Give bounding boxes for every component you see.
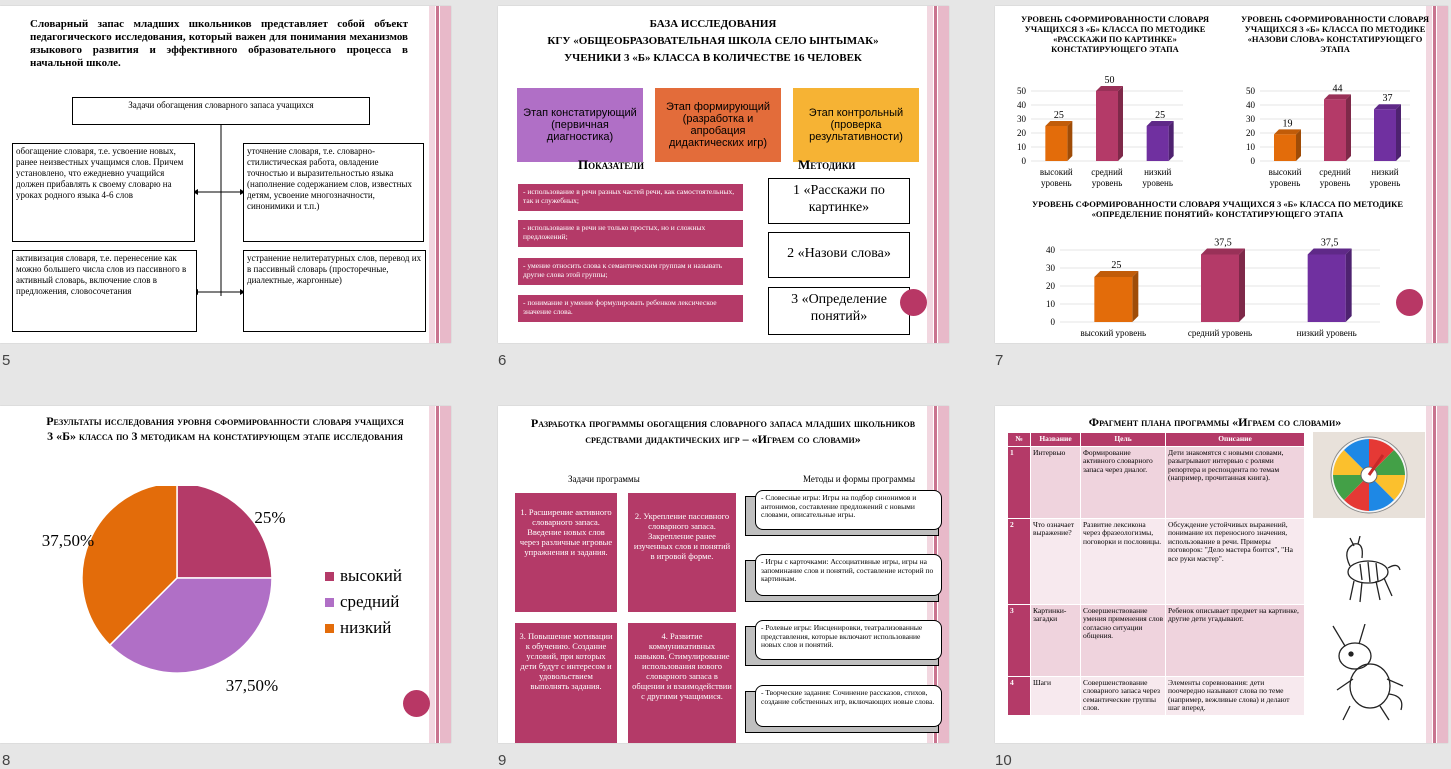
table-cell: Элементы соревнования: дети поочередно называют слова по теме (например, вежливые слова) и делают шаг вперед.: [1166, 676, 1305, 715]
legend-item: [325, 615, 402, 641]
slide-number-5: 5: [2, 352, 11, 369]
bar-chart-3: [1030, 234, 1410, 343]
bar-side: [1118, 86, 1123, 161]
legend-swatch: [325, 598, 334, 607]
slide-thumbnail-8[interactable]: [0, 406, 451, 743]
bar-side: [1346, 249, 1352, 323]
slide-thumbnail-6[interactable]: [498, 6, 949, 343]
y-tick-label: 0: [1021, 156, 1026, 166]
data-label: 19: [1282, 118, 1293, 130]
x-tick-label: уровень: [1142, 178, 1173, 188]
y-tick-label: 50: [1017, 86, 1026, 96]
slide-thumbnail-7[interactable]: [995, 6, 1448, 343]
slide6-indicator: - умение относить слова к семантическим группам и называть другие слова этой группы;: [518, 258, 743, 285]
legend-item: [325, 589, 402, 615]
bar: [1045, 126, 1067, 161]
bar: [1324, 99, 1346, 161]
table-header-row: [1008, 433, 1305, 447]
bar: [1374, 109, 1396, 161]
donkey-illustration: [1325, 624, 1410, 724]
slide6-stage-ascertaining: Этап констатирующий (первичная диагностика): [517, 88, 643, 162]
slide8-title: Результаты исследования уровня сформированности словаря учащихся 3 «Б» класса по 3 методикам на констатирующем этапе исследования: [46, 414, 404, 443]
slide6-method: 2 «Назови слова»: [768, 232, 910, 278]
x-tick-label: низкий уровень: [1296, 328, 1357, 338]
y-tick-label: 0: [1050, 317, 1055, 327]
pie-label: 37,50%: [225, 676, 279, 695]
table-cell: Формирование активного словарного запаса через диалог.: [1081, 446, 1166, 518]
y-tick-label: 30: [1246, 114, 1255, 124]
chart1-title: УРОВЕНЬ СФОРМИРОВАННОСТИ СЛОВАРЯ УЧАЩИХСЯ 3 «Б» КЛАССА ПО МЕТОДИКЕ «РАССКАЖИ ПО КАРТИНКЕ» КОНСТАТИРУЮЩЕГО ЭТАПА: [1020, 14, 1210, 54]
y-tick-label: 40: [1246, 100, 1255, 110]
legend-swatch: [325, 624, 334, 633]
slide-decor-stripe: [927, 6, 949, 343]
slide5-tasks-title: Задачи обогащения словарного запаса учащихся: [72, 97, 370, 125]
slide9-tasks-label: Задачи программы: [568, 474, 640, 484]
bar-side: [1346, 94, 1351, 161]
bar-top: [1308, 249, 1352, 255]
data-label: 25: [1053, 110, 1064, 121]
y-tick-label: 20: [1046, 281, 1055, 291]
bar-side: [1396, 104, 1401, 161]
slide6-indicator: - понимание и умение формулировать ребенком лексическое значение слова.: [518, 295, 743, 322]
table-cell: Обсуждение устойчивых выражений, понимание их переносного значения, использование в речи. Примеры поговорок: "Дело мастера боится", "На все руки мастер".: [1166, 518, 1305, 604]
x-tick-label: высокий уровень: [1080, 328, 1147, 338]
data-label: 37: [1382, 93, 1393, 105]
slide6-title-2: КГУ «ОБЩЕОБРАЗОВАТЕЛЬНАЯ ШКОЛА СЕЛО ЫНТЫМАК»: [547, 35, 879, 47]
bar: [1147, 126, 1169, 161]
table-row: [1008, 676, 1305, 715]
y-tick-label: 10: [1246, 142, 1255, 152]
table-row: [1008, 604, 1305, 676]
slide9-task: 3. Повышение мотивации к обучению. Создание условий, при которых дети будут с интересом и удовольствием выполнять задания.: [515, 623, 617, 743]
table-header-cell: Название: [1031, 433, 1081, 447]
y-tick-label: 40: [1017, 100, 1026, 110]
table-cell: 1: [1008, 446, 1031, 518]
table-cell: Интервью: [1031, 446, 1081, 518]
slide-decor-circle: [1396, 289, 1423, 316]
data-label: 37,5: [1214, 237, 1232, 249]
slide-decor-stripe: [429, 6, 451, 343]
slide-decor-circle: [403, 690, 430, 717]
table-cell: Ребенок описывает предмет на картинке, другие дети угадывают.: [1166, 604, 1305, 676]
table-cell: 2: [1008, 518, 1031, 604]
slide-thumbnail-9[interactable]: [498, 406, 949, 743]
y-tick-label: 30: [1046, 263, 1055, 273]
slide6-stage-forming: Этап формирующий (разработка и апробация дидактических игр): [655, 88, 781, 162]
game-wheel-image: [1313, 432, 1425, 518]
table-row: [1008, 446, 1305, 518]
slide9-task: 2. Укрепление пассивного словарного запаса. Закрепление ранее изученных слов и понятий в игровой форме.: [628, 493, 736, 612]
y-tick-label: 40: [1046, 245, 1055, 255]
legend-swatch: [325, 572, 334, 581]
y-tick-label: 30: [1017, 114, 1026, 124]
slide-thumbnail-10[interactable]: [995, 406, 1448, 743]
slide9-title: Разработка программы обогащения словарного запаса младших школьников средствами дидактических игр – «Играем со словами»: [530, 416, 916, 446]
slide6-methods-title: Методики: [798, 157, 856, 172]
slide-number-8: 8: [2, 752, 11, 769]
slide-decor-stripe: [1426, 406, 1448, 743]
table-row: [1008, 518, 1305, 604]
pie-label: 37,50%: [41, 531, 95, 550]
legend-label: средний: [340, 592, 400, 611]
y-tick-label: 50: [1246, 86, 1255, 96]
table-header-cell: Описание: [1166, 433, 1305, 447]
y-tick-label: 0: [1250, 156, 1255, 166]
slide10-title: Фрагмент плана программы «Играем со словами»: [1088, 415, 1342, 429]
slide5-box-clarification: уточнение словаря, т.е. словарно-стилистическая работа, овладение точностью и выразительностью языка (наполнение содержанием слов, известных детям, усвоение многозначности, синонимики и т.п.): [243, 143, 424, 242]
slide6-indicator: - использование в речи разных частей речи, как самостоятельных, так и служебных;: [518, 184, 743, 211]
legend-label: низкий: [340, 618, 392, 637]
table-header-cell: №: [1008, 433, 1031, 447]
data-label: 44: [1332, 83, 1343, 95]
bar-side: [1067, 121, 1072, 161]
slide6-method: 1 «Расскажи по картинке»: [768, 178, 910, 224]
x-tick-label: высокий: [1268, 167, 1302, 177]
slide6-method: 3 «Определение понятий»: [768, 287, 910, 335]
table-cell: 4: [1008, 676, 1031, 715]
x-tick-label: высокий: [1039, 167, 1073, 177]
slide-number-9: 9: [498, 752, 507, 769]
y-tick-label: 20: [1017, 128, 1026, 138]
slide-decor-stripe: [429, 406, 451, 743]
slide6-stage-control: Этап контрольный (проверка результативности): [793, 88, 919, 162]
slide6-title-3: УЧЕНИКИ 3 «Б» КЛАССА В КОЛИЧЕСТВЕ 16 ЧЕЛОВЕК: [564, 52, 862, 64]
data-label: 25: [1111, 260, 1122, 271]
slide5-box-enrichment: обогащение словаря, т.е. усвоение новых, ранее неизвестных учащимся слов. Причем установлено, что ежедневно учащийся должен прибавлять к своему словарю на уроках родного языка 4-6 слов: [12, 143, 195, 242]
y-tick-label: 10: [1046, 299, 1055, 309]
slide9-task: 1. Расширение активного словарного запаса. Введение новых слов через различные игровые упражнения и задания.: [515, 493, 617, 612]
x-tick-label: средний: [1091, 167, 1123, 177]
slide9-form: - Игры с карточками: Ассоциативные игры, игры на запоминание слов и понятий, составление историй по картинкам.: [745, 554, 945, 596]
bar-side: [1169, 121, 1174, 161]
slide-number-6: 6: [498, 352, 507, 369]
bar-chart-1: [1003, 66, 1218, 196]
slide-number-10: 10: [995, 752, 1012, 769]
bar-top: [1094, 271, 1138, 277]
bar: [1094, 277, 1132, 322]
x-tick-label: уровень: [1269, 178, 1301, 188]
bar-side: [1239, 249, 1245, 323]
data-label: 25: [1155, 110, 1166, 121]
slide9-form: - Словесные игры: Игры на подбор синонимов и антонимов, составление предложений с новыми словами, описательные игры.: [745, 490, 945, 530]
zebra-illustration: [1328, 536, 1403, 606]
slide6-indicator: - использование в речи не только простых, но и сложных предложений;: [518, 220, 743, 247]
x-tick-label: средний: [1319, 167, 1351, 177]
table-cell: Шаги: [1031, 676, 1081, 715]
slide6-title-1: БАЗА ИССЛЕДОВАНИЯ: [649, 18, 777, 30]
bar: [1274, 134, 1296, 161]
table-cell: Развитие лексикона через фразеологизмы, поговорки и пословицы.: [1081, 518, 1166, 604]
bar-side: [1132, 271, 1138, 322]
x-tick-label: уровень: [1091, 178, 1123, 188]
bar-top: [1201, 249, 1245, 255]
bar-chart-2: [1230, 66, 1430, 196]
bar: [1308, 255, 1346, 323]
table-cell: Картинки-загадки: [1031, 604, 1081, 676]
x-tick-label: уровень: [1369, 178, 1401, 188]
table-header-cell: Цель: [1081, 433, 1166, 447]
chart2-title: УРОВЕНЬ СФОРМИРОВАННОСТИ СЛОВАРЯ УЧАЩИХСЯ 3 «Б» КЛАССА ПО МЕТОДИКЕ «НАЗОВИ СЛОВА» КОНСТАТИРУЮЩЕГО ЭТАПА: [1240, 14, 1430, 54]
legend-item: [325, 563, 402, 589]
pie-label: 25%: [254, 508, 286, 527]
x-tick-label: уровень: [1319, 178, 1351, 188]
slide5-box-removal: устранение нелитературных слов, перевод их в пассивный словарь (просторечные, диалектные, жаргонные): [243, 250, 426, 332]
bar-side: [1296, 129, 1301, 161]
slide9-methods-label: Методы и формы программы: [803, 474, 916, 484]
slide9-form: - Творческие задания: Сочинение рассказов, стихов, создание собственных игр, включающих новые слова.: [745, 685, 945, 727]
slide5-box-activation: активизация словаря, т.е. перенесение как можно большего числа слов из пассивного в активный словарь, включение слов в предложения, словосочетания: [12, 250, 197, 332]
x-tick-label: низкий: [1371, 167, 1399, 177]
slide9-task: 4. Развитие коммуникативных навыков. Стимулирование использования нового словарного запаса в общении и взаимодействии с другими учащимися.: [628, 623, 736, 743]
data-label: 50: [1104, 75, 1115, 86]
slide-decor-circle: [900, 289, 927, 316]
legend-label: высокий: [340, 566, 402, 585]
slide5-intro: Словарный запас младших школьников представляет собой объект педагогического исследования, который важен для понимания механизмов языкового развития и эффективного образовательного процесса в начальной школе.: [30, 18, 408, 69]
pie-legend: [325, 563, 402, 641]
slide9-form: - Ролевые игры: Инсценировки, театрализованные представления, которые включают использование новых слов и понятий.: [745, 620, 945, 660]
data-label: 37,5: [1320, 237, 1339, 249]
plan-table: [1007, 432, 1305, 716]
pie-slice: [177, 486, 272, 578]
bar: [1201, 255, 1239, 323]
x-tick-label: уровень: [1041, 178, 1072, 188]
y-tick-label: 10: [1017, 142, 1026, 152]
x-tick-label: низкий: [1144, 167, 1172, 177]
slide6-indicators-title: Показатели: [578, 157, 644, 172]
x-tick-label: средний уровень: [1187, 328, 1253, 338]
y-tick-label: 20: [1246, 128, 1255, 138]
table-cell: 3: [1008, 604, 1031, 676]
bar: [1096, 91, 1118, 161]
chart3-title: УРОВЕНЬ СФОРМИРОВАННОСТИ СЛОВАРЯ УЧАЩИХСЯ 3 «Б» КЛАССА ПО МЕТОДИКЕ «ОПРЕДЕЛЕНИЕ ПОНЯТИЙ» КОНСТАТИРУЮЩЕГО ЭТАПА: [1032, 199, 1403, 219]
table-cell: Дети знакомятся с новыми словами, разыгрывают интервью с ролями репортера и респондента по темам (например, прочитанная книга).: [1166, 446, 1305, 518]
table-cell: Что означает выражение?: [1031, 518, 1081, 604]
table-cell: Совершенствование словарного запаса через семантические группы слов.: [1081, 676, 1166, 715]
slide-number-7: 7: [995, 352, 1004, 369]
table-cell: Совершенствование умения применения слов согласно ситуации общения.: [1081, 604, 1166, 676]
slide-thumbnail-5[interactable]: [0, 6, 451, 343]
pie-chart: [20, 486, 320, 736]
